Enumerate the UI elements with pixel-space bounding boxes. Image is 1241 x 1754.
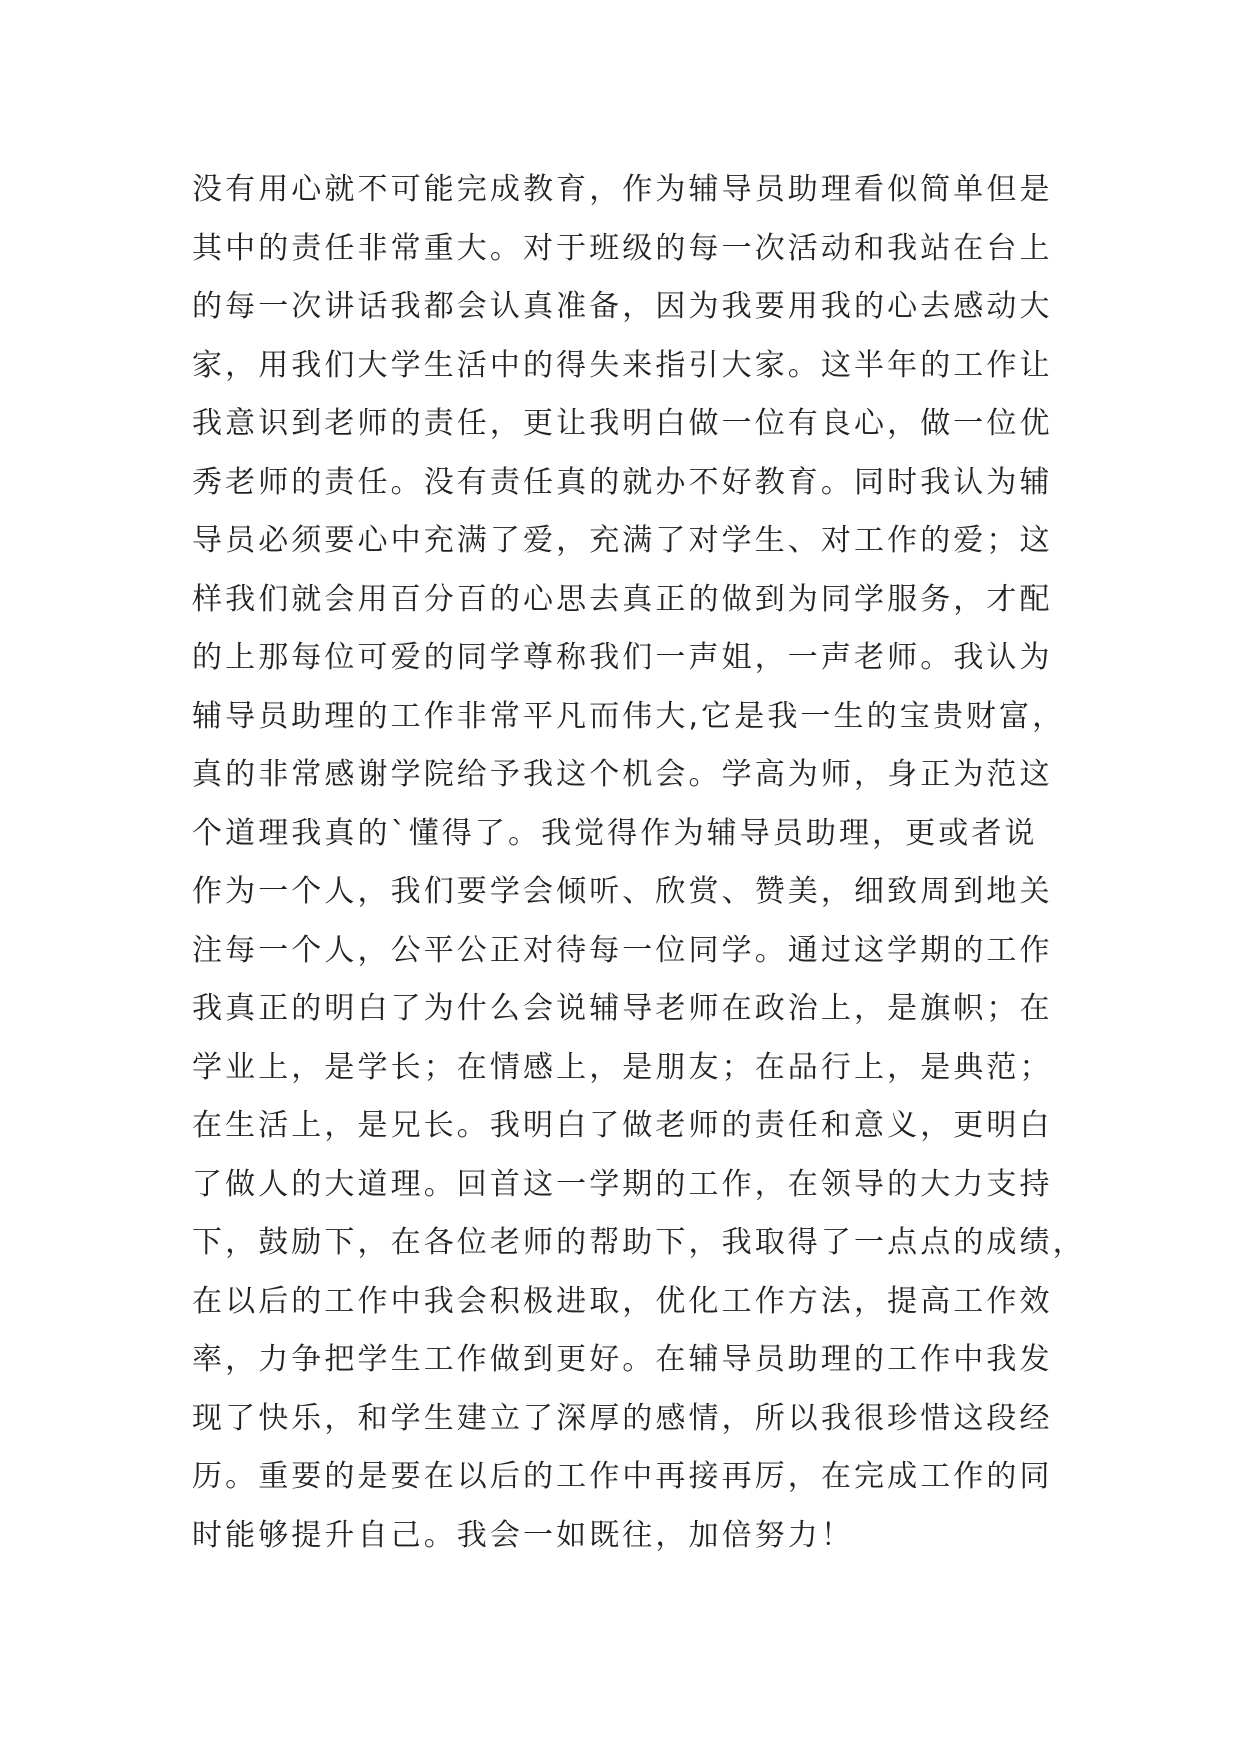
text-line: 在生活上，是兄长。我明白了做老师的责任和意义，更明白: [192, 1108, 1053, 1143]
text-line: 我真正的明白了为什么会说辅导老师在政治上，是旗帜；在: [192, 991, 1053, 1026]
text-line: 其中的责任非常重大。对于班级的每一次活动和我站在台上: [192, 230, 1053, 266]
text-line: 导员必须要心中充满了爱，充满了对学生、对工作的爱；这: [192, 523, 1053, 558]
text-line: 作为一个人，我们要学会倾听、欣赏、赞美，细致周到地关: [192, 874, 1053, 909]
body-paragraph: [192, 161, 1086, 1565]
text-line: 个道理我真的`懂得了。我觉得作为辅导员助理，更或者说: [192, 815, 1038, 851]
text-line: 学业上，是学长；在情感上，是朋友；在品行上，是典范；: [192, 1049, 1053, 1085]
text-line: 在以后的工作中我会积极进取，优化工作方法，提高工作效: [192, 1283, 1053, 1319]
text-line: 的每一次讲话我都会认真准备，因为我要用我的心去感动大: [192, 289, 1053, 324]
text-line: 家，用我们大学生活中的得失来指引大家。这半年的工作让: [192, 347, 1053, 383]
text-line: 我意识到老师的责任，更让我明白做一位有良心，做一位优: [192, 406, 1053, 441]
text-line: 样我们就会用百分百的心思去真正的做到为同学服务，才配: [192, 581, 1053, 617]
text-line: 率，力争把学生工作做到更好。在辅导员助理的工作中我发: [192, 1342, 1053, 1377]
text-line: 没有用心就不可能完成教育，作为辅导员助理看似简单但是: [192, 172, 1053, 207]
text-line: 历。重要的是要在以后的工作中再接再厉，在完成工作的同: [192, 1459, 1053, 1494]
text-line: 注每一个人，公平公正对待每一位同学。通过这学期的工作: [192, 932, 1053, 968]
text-line: 现了快乐，和学生建立了深厚的感情，所以我很珍惜这段经: [192, 1400, 1053, 1436]
text-line: 时能够提升自己。我会一如既往，加倍努力！: [192, 1517, 854, 1553]
text-line: 了做人的大道理。回首这一学期的工作，在领导的大力支持: [192, 1166, 1053, 1202]
text-line: 辅导员助理的工作非常平凡而伟大,它是我一生的宝贵财富，: [192, 698, 1066, 734]
text-line: 下，鼓励下，在各位老师的帮助下，我取得了一点点的成绩，: [192, 1225, 1086, 1260]
text-line: 秀老师的责任。没有责任真的就办不好教育。同时我认为辅: [192, 464, 1053, 500]
text-line: 的上那每位可爱的同学尊称我们一声姐，一声老师。我认为: [192, 640, 1053, 675]
text-line: 真的非常感谢学院给予我这个机会。学高为师，身正为范这: [192, 757, 1053, 792]
